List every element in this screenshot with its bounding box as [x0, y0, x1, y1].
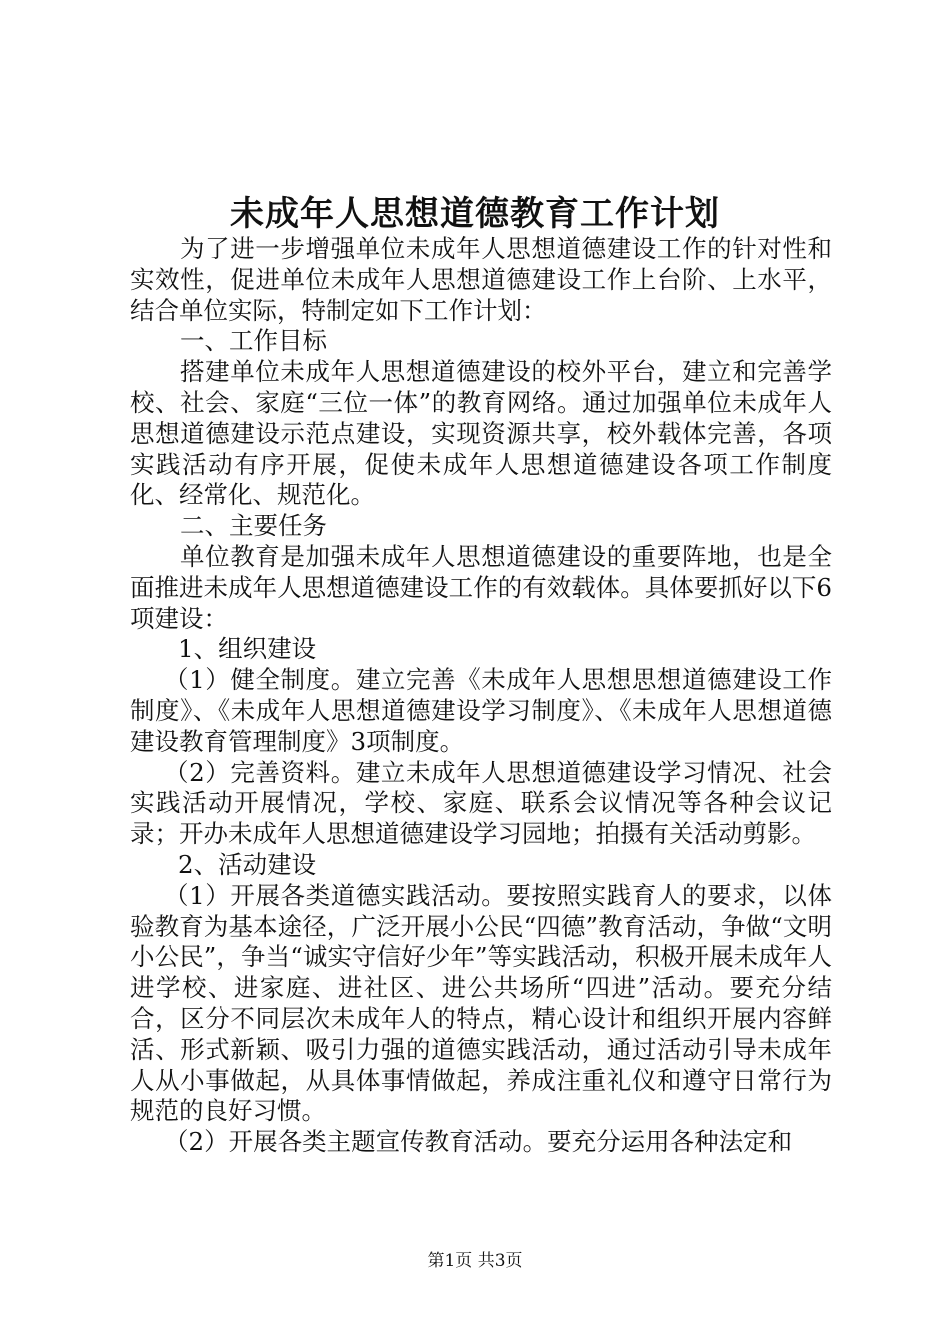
document-body: [130, 234, 832, 1158]
subheading-activities: 2、活动建设: [178, 849, 317, 879]
organization-item-2: （2）完善资料。建立未成年人思想道德建设学习情况、社会实践活动开展情况，学校、家庭、联系会议情况等各种会议记录；开办未成年人思想道德建设学习园地；拍摄有关活动剪影。: [130, 757, 832, 849]
section-heading-tasks: 二、主要任务: [180, 511, 327, 541]
activities-item-2: （2）开展各类主题宣传教育活动。要充分运用各种法定和: [164, 1127, 793, 1157]
tasks-paragraph: 单位教育是加强未成年人思想道德建设的重要阵地，也是全面推进未成年人思想道德建设工作的有效载体。具体要抓好以下6项建设：: [130, 541, 832, 633]
organization-item-1: （1）健全制度。建立完善《未成年人思想思想道德建设工作制度》、《未成年人思想道德建设学习制度》、《未成年人思想道德建设教育管理制度》3项制度。: [130, 665, 832, 756]
document-title: 未成年人思想道德教育工作计划: [230, 194, 720, 234]
section-heading-goals: 一、工作目标: [180, 326, 327, 356]
page-number-footer: 第1页 共3页: [427, 1251, 523, 1271]
subheading-organization: 1、组织建设: [178, 634, 317, 664]
goals-paragraph: 搭建单位未成年人思想道德建设的校外平台，建立和完善学校、社会、家庭“三位一体”的教育网络。通过加强单位未成年人思想道德建设示范点建设，实现资源共享，校外载体完善，各项实践活动有序开展，促使未成年人思想道德建设各项工作制度化、经常化、规范化。: [130, 357, 832, 510]
intro-paragraph: 为了进一步增强单位未成年人思想道德建设工作的针对性和实效性，促进单位未成年人思想道德建设工作上台阶、上水平，结合单位实际，特制定如下工作计划：: [130, 234, 832, 325]
activities-item-1: （1）开展各类道德实践活动。要按照实践育人的要求，以体验教育为基本途径，广泛开展小公民“四德”教育活动，争做“文明小公民”，争当“诚实守信好少年”等实践活动，积极开展未成年人进学校、进家庭、进社区、进公共场所“四进”活动。要充分结合，区分不同层次未成年人的特点，精心设计和组织开展内容鲜活、形式新颖、吸引力强的道德实践活动，通过活动引导未成年人从小事做起，从具体事情做起，养成注重礼仪和遵守日常行为规范的良好习惯。: [130, 880, 832, 1126]
